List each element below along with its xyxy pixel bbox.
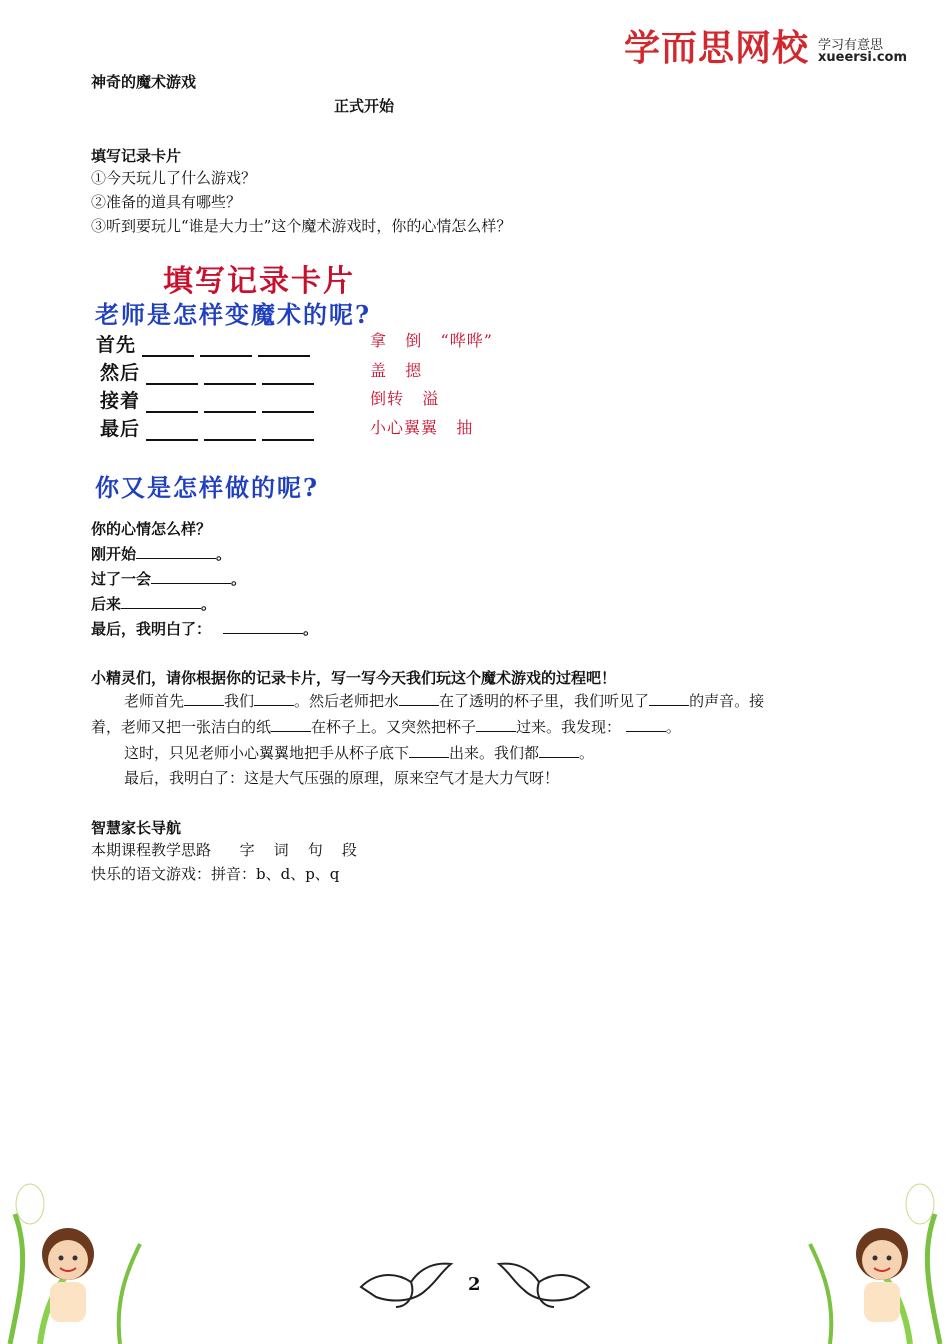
mood-label: 刚开始: [91, 545, 137, 563]
answer-blank: [146, 393, 198, 413]
section-subtitle: 正式开始: [334, 97, 395, 115]
record-question-3: ③听到要玩儿“谁是大力士”这个魔术游戏时，你的心情怎么样？: [91, 217, 512, 235]
story-heading: 小精灵们，请你根据你的记录卡片，写一写今天我们玩这个魔术游戏的过程吧！: [91, 669, 617, 687]
answer-blank: [151, 569, 231, 584]
word-hint: 小心翼翼 抽: [370, 418, 474, 437]
section-title: 神奇的魔术游戏: [91, 73, 197, 91]
word-hint: 倒转 溢: [370, 389, 440, 408]
step-row: [96, 330, 314, 358]
card-steps: [96, 330, 314, 442]
period: 。: [231, 570, 247, 588]
parents-line-2: 快乐的语文游戏：拼音：b、d、p、q: [91, 865, 340, 883]
answer-blank: [223, 619, 303, 634]
mood-label: 后来: [91, 595, 122, 613]
flower-girl-left-illustration: [0, 1174, 150, 1344]
mood-heading: 你的心情怎么样？: [91, 520, 212, 538]
answer-blank: [204, 365, 256, 385]
answer-blank: [262, 393, 314, 413]
answer-blank: [142, 337, 194, 357]
period: 。: [201, 595, 217, 613]
parents-heading: 智慧家长导航: [91, 819, 182, 837]
story-paragraph-3: 最后，我明白了：这是大气压强的原理，原来空气才是大力气呀！: [124, 769, 560, 787]
record-question-1: ①今天玩儿了什么游戏？: [91, 169, 257, 187]
record-heading: 填写记录卡片: [91, 147, 182, 165]
page-number: 2: [468, 1274, 481, 1295]
answer-blank: [146, 365, 198, 385]
step-label: 然后: [100, 362, 141, 384]
answer-blank: [146, 421, 198, 441]
flower-girl-right-illustration: [800, 1174, 950, 1344]
dove-left-icon: [356, 1252, 456, 1312]
mood-label: 过了一会: [91, 570, 152, 588]
word-hint: 盖 摁: [370, 361, 423, 380]
step-row: [96, 386, 314, 414]
record-question-2: ②准备的道具有哪些？: [91, 193, 242, 211]
story-paragraph-2: 这时，只见老师小心翼翼地把手从杯子底下 出来。我们都 。: [124, 744, 595, 762]
answer-blank: [121, 594, 201, 609]
card-question-teacher: 老师是怎样变魔术的呢?: [95, 300, 372, 329]
step-label: 接着: [100, 390, 141, 412]
mood-label: 最后，我明白了：: [91, 620, 212, 638]
brand-slogan: 学习有意思: [818, 38, 884, 53]
answer-blank: [262, 421, 314, 441]
step-label: 首先: [96, 334, 137, 356]
answer-blank: [204, 393, 256, 413]
story-paragraph-1: 老师首先 我们 。然后老师把水 在了透明的杯子里，我们听见了 的声音。接 着，老师又把一张洁白的纸 在杯子上。又突然把杯子 过来。我发现： 。: [91, 692, 765, 736]
step-label: 最后: [100, 418, 141, 440]
period: 。: [303, 620, 319, 638]
mood-line-1: [91, 543, 231, 564]
card-words: [370, 328, 493, 443]
parents-line-1: 本期课程教学思路 字 词 句 段: [91, 841, 357, 859]
step-row: [96, 358, 314, 386]
answer-blank: [204, 421, 256, 441]
mood-line-2: [91, 568, 246, 589]
brand-logo-text: 学而思网校: [624, 28, 810, 69]
answer-blank: [262, 365, 314, 385]
card-title: 填写记录卡片: [163, 264, 355, 299]
word-hint: 拿 倒 “哗哗”: [370, 331, 493, 350]
step-row: [96, 414, 314, 442]
mood-line-4: [91, 618, 318, 639]
dove-right-icon: [494, 1252, 594, 1312]
mood-line-3: [91, 593, 216, 614]
answer-blank: [200, 337, 252, 357]
card-question-you: 你又是怎样做的呢?: [95, 473, 320, 502]
brand-url: xueersi.com: [818, 50, 908, 65]
period: 。: [216, 545, 232, 563]
answer-blank: [258, 337, 310, 357]
answer-blank: [136, 544, 216, 559]
